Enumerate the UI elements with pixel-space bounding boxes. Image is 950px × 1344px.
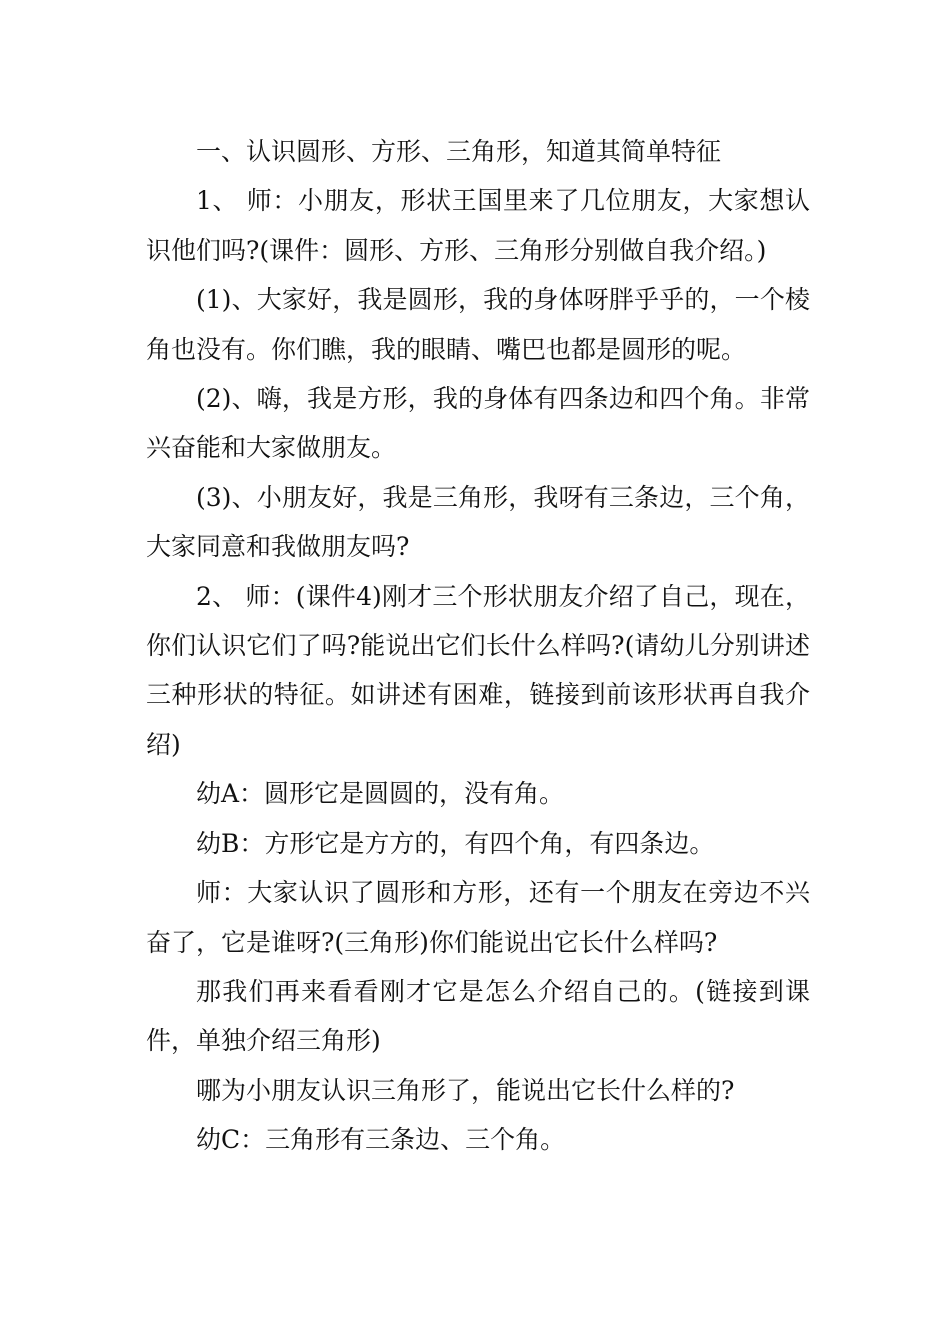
paragraph: 2、 师：(课件4)刚才三个形状朋友介绍了自己，现在，你们认识它们了吗?能说出它们长什么样吗?(请幼儿分别讲述三种形状的特征。如讲述有困难，链接到前该形状再自我介绍) xyxy=(146,581,810,759)
paragraph: 那我们再来看看刚才它是怎么介绍自己的。(链接到课件，单独介绍三角形) xyxy=(146,976,810,1056)
document-body xyxy=(146,127,810,1165)
paragraph: 幼C：三角形有三条边、三个角。 xyxy=(196,1125,566,1155)
paragraph: 幼A：圆形它是圆圆的，没有角。 xyxy=(196,779,565,809)
paragraph: 哪为小朋友认识三角形了，能说出它长什么样的? xyxy=(196,1075,735,1105)
section-heading: 一、认识圆形、方形、三角形，知道其简单特征 xyxy=(196,137,722,166)
paragraph: 师：大家认识了圆形和方形，还有一个朋友在旁边不兴奋了，它是谁呀?(三角形)你们能说出它长什么样吗? xyxy=(146,878,810,957)
paragraph: 幼B：方形它是方方的，有四个角，有四条边。 xyxy=(196,828,715,858)
paragraph: (2)、嗨，我是方形，我的身体有四条边和四个角。非常兴奋能和大家做朋友。 xyxy=(146,384,810,463)
paragraph: 1、 师：小朋友，形状王国里来了几位朋友，大家想认识他们吗?(课件：圆形、方形、三角形分别做自我介绍。) xyxy=(146,186,810,265)
paragraph: (3)、小朋友好，我是三角形，我呀有三条边，三个角，大家同意和我做朋友吗? xyxy=(146,482,810,562)
paragraph: (1)、大家好，我是圆形，我的身体呀胖乎乎的，一个棱角也没有。你们瞧，我的眼睛、嘴巴也都是圆形的呢。 xyxy=(146,285,810,364)
